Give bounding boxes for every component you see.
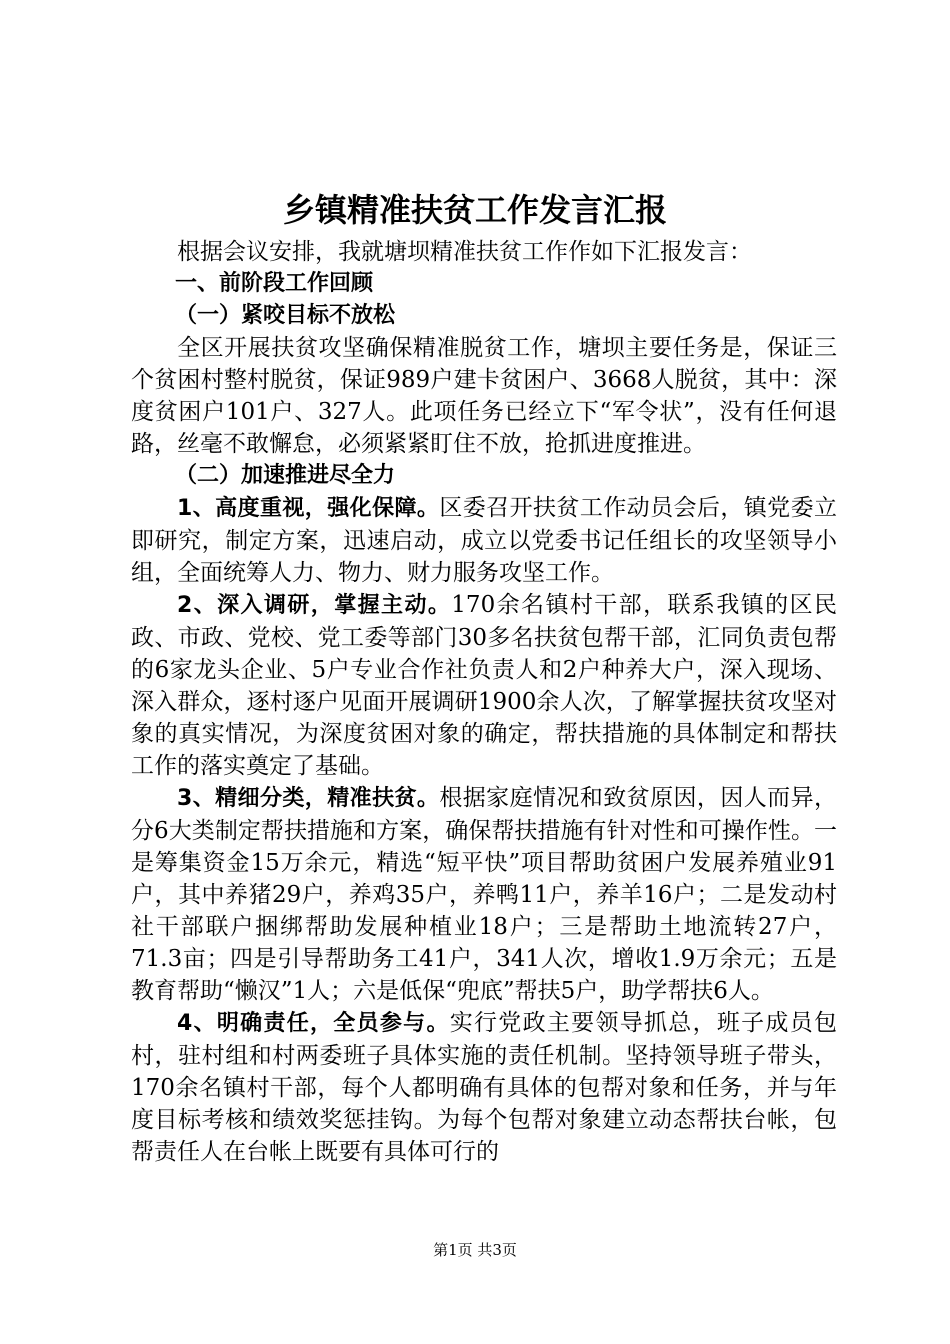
section-heading: 一、前阶段工作回顾 [175, 271, 374, 296]
item-text: 区委召开扶贫工作动员会后，镇党委立即研究，制定方案，迅速启动，成立以党委书记任组长的攻坚领导小组，全面统筹人力、物力、财力服务攻坚工作。 [131, 495, 838, 586]
item-lead: 2、深入调研，掌握主动。 [177, 593, 452, 618]
page-footer: 第1页 共3页 [433, 1241, 517, 1259]
document-body [131, 236, 837, 1168]
list-item [131, 782, 837, 1007]
item-lead: 3、精细分类，精准扶贫。 [177, 786, 440, 811]
item-text: 170余名镇村干部，联系我镇的区民政、市政、党校、党工委等部门30多名扶贫包帮干部，汇同负责包帮的6家龙头企业、5户专业合作社负责人和2户种养大户，深入现场、深入群众，逐村逐户见面开展调研1900余人次，了解掌握扶贫攻坚对象的真实情况，为深度贫困对象的确定，帮扶措施的具体制定和帮扶工作的落实奠定了基础。 [131, 592, 838, 779]
intro-paragraph: 根据会议安排，我就塘坝精准扶贫工作作如下汇报发言： [177, 239, 752, 265]
subsection-heading-2: （二）加速推进尽全力 [175, 463, 396, 488]
subsection-paragraph-1: 全区开展扶贫攻坚确保精准脱贫工作，塘坝主要任务是，保证三个贫困村整村脱贫，保证989户建卡贫困户、3668人脱贫，其中：深度贫困户101户、327人。此项任务已经立下“军令状”，没有任何退路，丝毫不敢懈怠，必须紧紧盯住不放，抢抓进度推进。 [131, 335, 837, 457]
item-text: 实行党政主要领导抓总，班子成员包村，驻村组和村两委班子具体实施的责任机制。坚持领导班子带头，170余名镇村干部，每个人都明确有具体的包帮对象和任务，并与年度目标考核和绩效奖惩挂钩。为每个包帮对象建立动态帮扶台帐，包帮责任人在台帐上既要有具体可行的 [131, 1010, 838, 1165]
subsection-heading-1: （一）紧咬目标不放松 [175, 303, 396, 328]
item-lead: 4、明确责任，全员参与。 [177, 1011, 450, 1036]
document-title: 乡镇精准扶贫工作发言汇报 [282, 191, 667, 229]
list-item [131, 492, 837, 589]
list-item [131, 589, 837, 782]
list-item [131, 1007, 837, 1168]
item-text: 根据家庭情况和致贫原因，因人而异，分6大类制定帮扶措施和方案，确保帮扶措施有针对性和可操作性。一是筹集资金15万余元，精选“短平快”项目帮助贫困户发展养殖业91户，其中养猪29户，养鸡35户，养鸭11户，养羊16户；二是发动村社干部联户捆绑帮助发展种植业18户；三是帮助土地流转27户，71.3亩；四是引导帮助务工41户，341人次，增收1.9万余元；五是教育帮助“懒汉”1人；六是低保“兜底”帮扶5户，助学帮扶6人。 [131, 785, 838, 1004]
item-lead: 1、高度重视，强化保障。 [177, 496, 440, 521]
